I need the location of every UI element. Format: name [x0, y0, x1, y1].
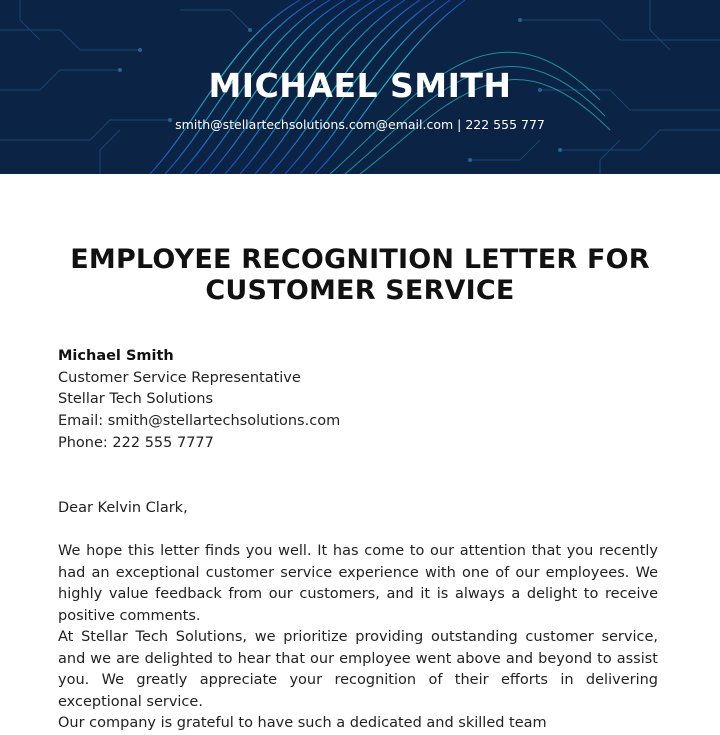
sender-email: Email: smith@stellartechsolutions.com [58, 413, 341, 430]
sender-position: Customer Service Representative [58, 369, 301, 386]
sender-phone: Phone: 222 555 7777 [58, 434, 214, 451]
header-banner [0, 0, 720, 174]
paragraph-2: At Stellar Tech Solutions, we prioritize providing outstanding customer service, and we are delighted to hear that our employee went above and beyond to assist you. We greatly appreciate your recognition of their efforts in delivering exceptional service. [58, 629, 658, 710]
sender-block [58, 346, 340, 455]
sender-company: Stellar Tech Solutions [58, 391, 214, 408]
header-contact: smith@stellartechsolutions.com@email.com | 222 555 777 [175, 117, 545, 132]
header-name: MICHAEL SMITH [208, 66, 512, 105]
paragraph-3: Our company is grateful to have such a dedicated and skilled team [58, 715, 547, 731]
salutation: Dear Kelvin Clark, [58, 500, 188, 516]
paragraph-1: We hope this letter finds you well. It has come to our attention that you recently had an exceptional customer service experience with one of our employees. We highly value feedback from our customers, and it is always a delight to receive positive comments. [58, 543, 658, 624]
letter-title: EMPLOYEE RECOGNITION LETTER FOR CUSTOMER SERVICE [70, 244, 650, 306]
sender-name: Michael Smith [58, 348, 174, 364]
